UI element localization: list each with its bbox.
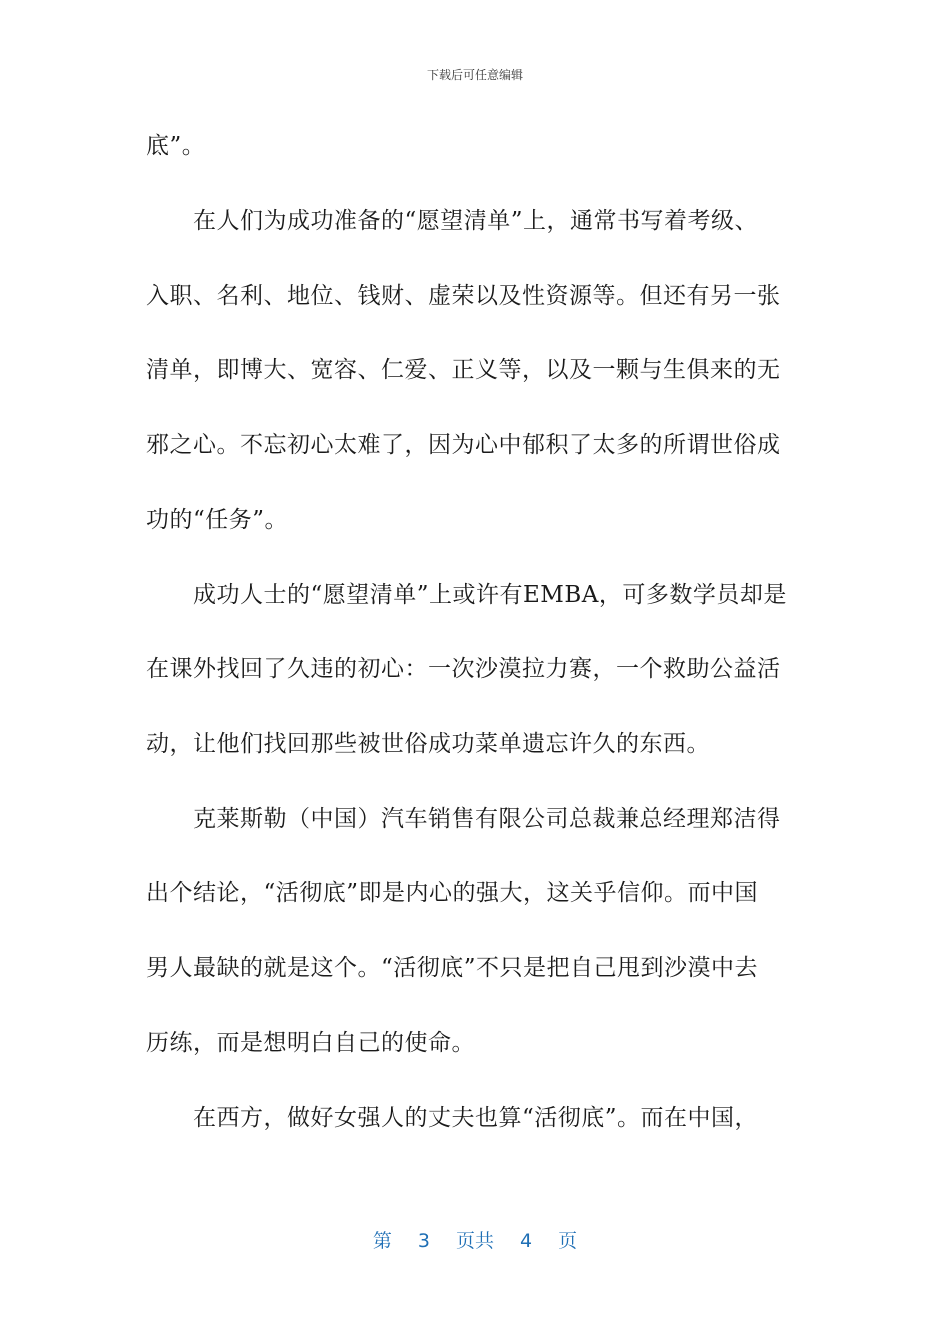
body-line: 出个结论，“活彻底”即是内心的强大，这关乎信仰。而中国 [146,880,759,906]
body-line: 功的“任务”。 [146,507,289,533]
body-line: 清单，即博大、宽容、仁爱、正义等，以及一颗与生俱来的无 [146,357,781,383]
body-line: 底”。 [146,133,206,159]
body-line: 成功人士的“愿望清单”上或许有EMBA，可多数学员却是 [193,582,787,608]
body-line: 入职、名利、地位、钱财、虚荣以及性资源等。但还有另一张 [146,283,781,309]
page-footer [0,1226,950,1253]
footer-suffix: 页 [558,1230,578,1252]
body-line: 克莱斯勒（中国）汽车销售有限公司总裁兼总经理郑洁得 [193,806,781,832]
footer-prefix: 第 [372,1230,392,1252]
body-line: 男人最缺的就是这个。“活彻底”不只是把自己甩到沙漠中去 [146,955,759,981]
total-pages-number: 4 [520,1230,533,1252]
body-line: 在课外找回了久违的初心：一次沙漠拉力赛，一个救助公益活 [146,656,781,682]
body-line: 动，让他们找回那些被世俗成功菜单遗忘许久的东西。 [146,731,710,757]
body-line: 在人们为成功准备的“愿望清单”上，通常书写着考级、 [193,208,759,234]
page-header: 下载后可任意编辑 [426,68,523,82]
footer-mid: 页共 [455,1230,494,1252]
current-page-number: 3 [417,1230,430,1252]
body-line: 历练，而是想明白自己的使命。 [146,1030,475,1056]
body-line: 邪之心。不忘初心太难了，因为心中郁积了太多的所谓世俗成 [146,432,781,458]
body-line: 在西方，做好女强人的丈夫也算“活彻底”。而在中国， [193,1105,759,1131]
